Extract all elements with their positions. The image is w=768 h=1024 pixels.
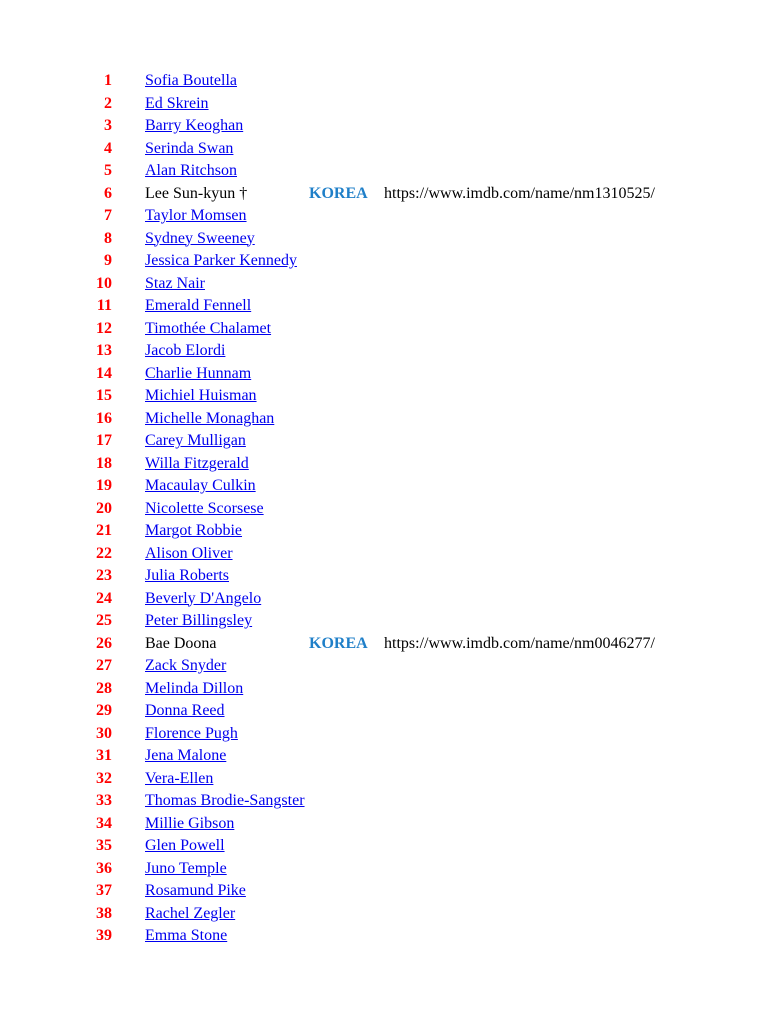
person-name-link[interactable]: Beverly D'Angelo (145, 589, 262, 607)
list-item (0, 205, 768, 228)
list-item (0, 588, 768, 611)
person-name-link[interactable]: Rosamund Pike (145, 882, 246, 899)
list-item (0, 925, 768, 948)
person-name-link[interactable]: Nicolette Scorsese (145, 499, 264, 517)
list-item (0, 858, 768, 881)
item-number: 33 (96, 792, 112, 809)
list-item (0, 228, 768, 251)
person-name-link[interactable]: Alison Oliver (145, 544, 233, 562)
list-item (0, 723, 768, 746)
item-number: 38 (96, 904, 112, 922)
item-number: 31 (96, 747, 112, 764)
person-name-link[interactable]: Zack Snyder (145, 657, 227, 674)
person-name-link[interactable]: Ed Skrein (145, 94, 209, 112)
item-number: 23 (96, 567, 112, 584)
list-item (0, 138, 768, 161)
item-number: 1 (104, 72, 112, 89)
list-item (0, 520, 768, 543)
item-number: 32 (96, 769, 112, 787)
item-number: 5 (104, 162, 112, 179)
list-item (0, 565, 768, 588)
list-item (0, 340, 768, 363)
list-item (0, 498, 768, 521)
list-item (0, 880, 768, 903)
list-item (0, 363, 768, 386)
item-number: 7 (104, 207, 112, 224)
item-number: 24 (96, 589, 112, 607)
item-number: 19 (96, 477, 112, 494)
item-number: 14 (96, 364, 112, 382)
list-item (0, 295, 768, 318)
item-number: 17 (96, 432, 112, 449)
person-name-link[interactable]: Melinda Dillon (145, 679, 244, 697)
item-number: 9 (104, 252, 112, 269)
person-name-link[interactable]: Staz Nair (145, 274, 205, 292)
item-number: 3 (104, 117, 112, 134)
item-number: 27 (96, 657, 112, 674)
list-item (0, 633, 768, 656)
item-number: 11 (96, 297, 112, 314)
person-name-link[interactable]: Charlie Hunnam (145, 364, 252, 382)
item-number: 25 (96, 612, 112, 629)
item-number: 8 (104, 229, 112, 247)
list-item (0, 318, 768, 341)
item-number: 36 (96, 859, 112, 877)
list-item (0, 183, 768, 206)
list-item (0, 453, 768, 476)
item-number: 37 (96, 882, 112, 899)
person-name-link[interactable]: Macaulay Culkin (145, 477, 256, 494)
person-name-link[interactable]: Alan Ritchson (145, 162, 237, 179)
person-name-link[interactable]: Florence Pugh (145, 724, 238, 742)
person-name-link[interactable]: Timothée Chalamet (145, 319, 272, 337)
imdb-url: https://www.imdb.com/name/nm1310525/ (384, 184, 655, 202)
list-item (0, 835, 768, 858)
item-number: 34 (96, 814, 112, 832)
list-item (0, 408, 768, 431)
person-name-link[interactable]: Margot Robbie (145, 522, 243, 539)
item-number: 2 (104, 94, 112, 112)
item-number: 22 (96, 544, 112, 562)
item-number: 6 (104, 184, 112, 202)
list-item (0, 430, 768, 453)
person-name-link[interactable]: Taylor Momsen (145, 207, 247, 224)
person-name-link[interactable]: Barry Keoghan (145, 117, 244, 134)
item-number: 4 (104, 139, 112, 157)
item-number: 29 (96, 702, 112, 719)
person-name-link[interactable]: Juno Temple (145, 859, 227, 877)
list-item (0, 610, 768, 633)
person-name-link[interactable]: Vera-Ellen (145, 769, 214, 787)
list-item (0, 790, 768, 813)
person-name-link[interactable]: Willa Fitzgerald (145, 454, 249, 472)
list-item (0, 93, 768, 116)
person-name-link[interactable]: Glen Powell (145, 837, 225, 854)
country-label: KOREA (309, 184, 368, 202)
list-item (0, 745, 768, 768)
person-name-link[interactable]: Sofia Boutella (145, 72, 237, 89)
person-name-link[interactable]: Jacob Elordi (145, 342, 226, 359)
list-item (0, 115, 768, 138)
list-item (0, 160, 768, 183)
person-name-link[interactable]: Peter Billingsley (145, 612, 253, 629)
item-number: 13 (96, 342, 112, 359)
person-name-link[interactable]: Jessica Parker Kennedy (145, 252, 297, 269)
person-name: Lee Sun-kyun † (145, 184, 248, 202)
item-number: 20 (96, 499, 112, 517)
item-number: 18 (96, 454, 112, 472)
numbered-name-list (0, 70, 768, 948)
item-number: 26 (96, 634, 112, 652)
list-item (0, 385, 768, 408)
list-item (0, 70, 768, 93)
item-number: 15 (96, 387, 112, 404)
list-item (0, 273, 768, 296)
person-name-link[interactable]: Michiel Huisman (145, 387, 257, 404)
item-number: 16 (96, 409, 112, 427)
list-item (0, 678, 768, 701)
person-name-link[interactable]: Rachel Zegler (145, 904, 236, 922)
person-name-link[interactable]: Emerald Fennell (145, 297, 252, 314)
person-name-link[interactable]: Emma Stone (145, 927, 228, 944)
item-number: 10 (96, 274, 112, 292)
list-item (0, 813, 768, 836)
list-item (0, 700, 768, 723)
person-name-link[interactable]: Carey Mulligan (145, 432, 246, 449)
person-name-link[interactable]: Michelle Monaghan (145, 409, 275, 427)
person-name-link[interactable]: Thomas Brodie-Sangster (145, 792, 305, 809)
list-item (0, 655, 768, 678)
person-name-link[interactable]: Sydney Sweeney (145, 229, 255, 247)
list-item (0, 543, 768, 566)
imdb-url: https://www.imdb.com/name/nm0046277/ (384, 634, 655, 652)
person-name-link[interactable]: Donna Reed (145, 702, 225, 719)
list-item (0, 768, 768, 791)
item-number: 30 (96, 724, 112, 742)
item-number: 12 (96, 319, 112, 337)
list-item (0, 250, 768, 273)
item-number: 21 (96, 522, 112, 539)
list-item (0, 903, 768, 926)
person-name-link[interactable]: Julia Roberts (145, 567, 229, 584)
list-item (0, 475, 768, 498)
person-name: Bae Doona (145, 634, 217, 652)
person-name-link[interactable]: Millie Gibson (145, 814, 235, 832)
country-label: KOREA (309, 634, 368, 652)
item-number: 39 (96, 927, 112, 944)
item-number: 35 (96, 837, 112, 854)
person-name-link[interactable]: Jena Malone (145, 747, 227, 764)
person-name-link[interactable]: Serinda Swan (145, 139, 234, 157)
item-number: 28 (96, 679, 112, 697)
